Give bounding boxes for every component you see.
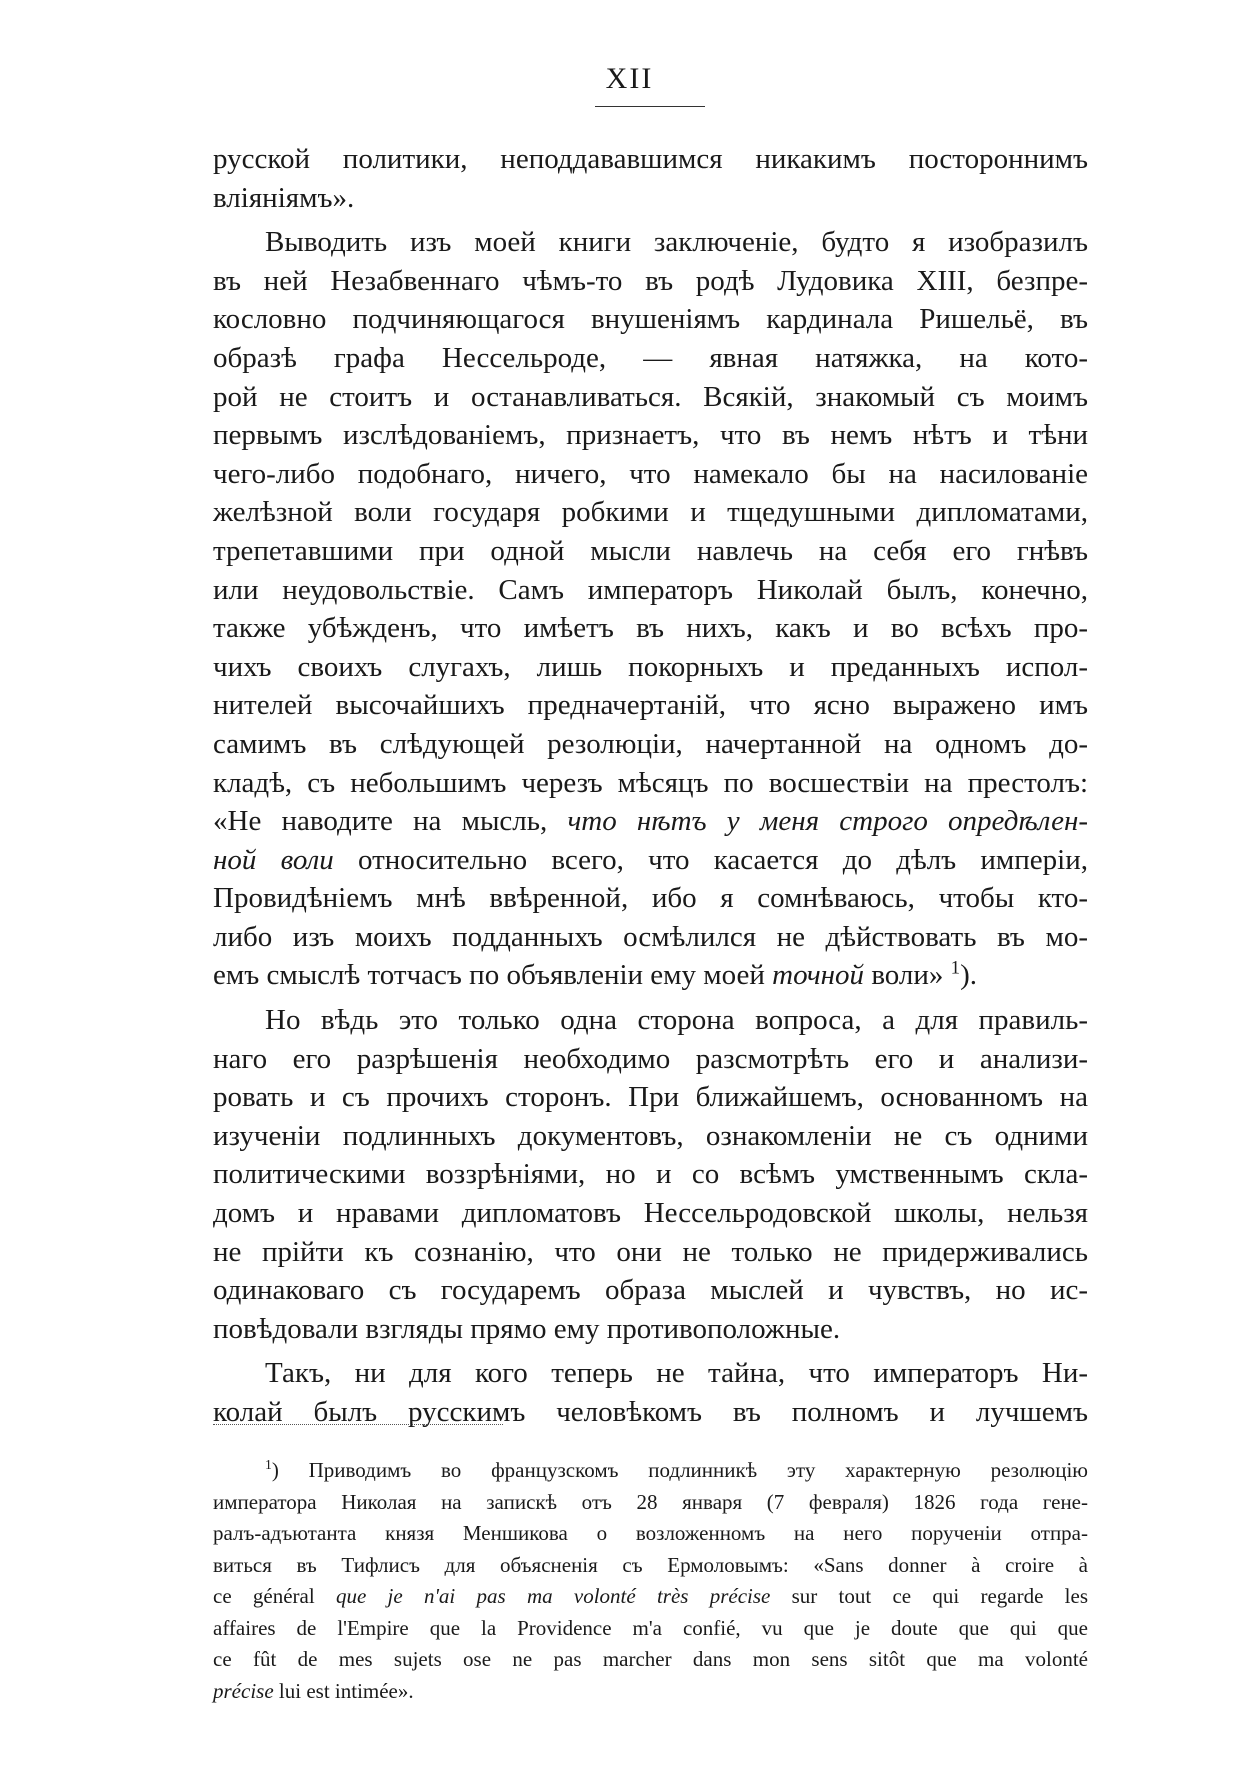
quote-line: Провидѣніемъ мнѣ ввѣренной, ибо я сомнѣваюсь, чтобы кто- bbox=[213, 882, 1088, 915]
main-text bbox=[213, 140, 1088, 1432]
quote-line: либо изъ моихъ подданныхъ осмѣлился не дѣйствовать въ мо- bbox=[213, 920, 1088, 953]
footnote-line bbox=[213, 1455, 1088, 1487]
text-line: рой не стоитъ и останавливаться. Всякій, знакомый съ моимъ bbox=[213, 380, 1088, 413]
text-line: наго его разрѣшенія необходимо разсмотрѣть его и анализи- bbox=[213, 1042, 1088, 1075]
text-line: кословно подчиняющагося внушеніямъ кардинала Ришельё, въ bbox=[213, 303, 1088, 336]
footnote-italic: que je n'ai pas ma volonté très précise bbox=[335, 1584, 771, 1608]
text-line: самимъ въ слѣдующей резолюціи, начертанной на одномъ до- bbox=[213, 727, 1088, 760]
footnote-text: sur tout ce qui regarde les bbox=[770, 1584, 1088, 1608]
footnote-text: ) Приводимъ во французскомъ подлинникѣ эту характерную резолюцію bbox=[271, 1458, 1088, 1482]
footnote bbox=[213, 1455, 1088, 1707]
text-line: или неудовольствіе. Самъ императоръ Николай былъ, конечно, bbox=[213, 573, 1088, 606]
text-line: политическими воззрѣніями, но и со всѣмъ умственнымъ скла- bbox=[213, 1158, 1088, 1191]
text-line: также убѣжденъ, что имѣетъ въ нихъ, какъ и во всѣхъ про- bbox=[213, 612, 1088, 645]
quote-text: ). bbox=[960, 959, 978, 992]
footnote-line: affaires de l'Empire que la Providence m'a confié, vu que je doute que qui que bbox=[213, 1615, 1088, 1640]
text-line: образѣ графа Нессельроде, — явная натяжка, на кото- bbox=[213, 341, 1088, 374]
text-line: желѣзной воли государя робкими и тщедушными дипломатами, bbox=[213, 496, 1088, 529]
text-line: русской политики, неподдававшимся никакимъ постороннимъ bbox=[213, 143, 1088, 175]
text-line: нителей высочайшихъ предначертаній, что ясно выражено имъ bbox=[213, 689, 1088, 722]
text-line: колай былъ русскимъ человѣкомъ въ полномъ и лучшемъ bbox=[213, 1396, 1088, 1428]
footnote-line bbox=[213, 1676, 1088, 1708]
text-line: повѣдовали взгляды прямо ему противоположные. bbox=[213, 1312, 841, 1345]
text-line: трепетавшими при одной мысли навлечь на себя его гнѣвъ bbox=[213, 534, 1088, 567]
text-line: одинаковаго съ государемъ образа мыслей и чувствъ, но ис- bbox=[213, 1274, 1088, 1307]
text-line: ровать и съ прочихъ сторонъ. При ближайшемъ, основанномъ на bbox=[213, 1081, 1088, 1114]
text-line: Но вѣдь это только одна сторона вопроса, а для правиль- bbox=[265, 1004, 1088, 1037]
quote-italic: ной воли bbox=[213, 843, 334, 876]
footnote-line: ce fût de mes sujets ose ne pas marcher dans mon sens sitôt que ma volonté bbox=[213, 1647, 1088, 1671]
quote-line bbox=[213, 841, 1088, 880]
quote-line bbox=[213, 802, 1088, 841]
text-line: кладѣ, съ небольшимъ черезъ мѣсяцъ по восшествіи на престолъ: bbox=[213, 766, 1088, 799]
text-line: первымъ изслѣдованіемъ, признаетъ, что въ немъ нѣтъ и тѣни bbox=[213, 419, 1088, 452]
quote-line bbox=[213, 956, 1088, 995]
quote-italic: точной bbox=[772, 959, 865, 992]
text-line: изученіи подлинныхъ документовъ, ознакомленіи не съ одними bbox=[213, 1119, 1088, 1152]
quote-italic: что нѣтъ у меня строго опредѣлен- bbox=[567, 805, 1088, 838]
text-line: домъ и нравами дипломатовъ Нессельродовской школы, нельзя bbox=[213, 1197, 1088, 1230]
footnote-reference: 1 bbox=[950, 957, 961, 979]
text-line: вліяніямъ». bbox=[213, 181, 355, 214]
footnote-line bbox=[213, 1581, 1088, 1613]
quote-text: относительно всего, что касается до дѣлъ имперіи, bbox=[333, 843, 1088, 876]
page-number-rule bbox=[595, 106, 705, 107]
text-line: въ ней Незабвеннаго чѣмъ-то въ родѣ Лудовика XIII, безпре- bbox=[213, 264, 1088, 297]
quote-text: воли» bbox=[864, 959, 951, 992]
footnote-line: ралъ-адъютанта князя Меншикова о возложенномъ на него порученіи отпра- bbox=[213, 1521, 1088, 1545]
text-line: чего-либо подобнаго, ничего, что намекало бы на насилованіе bbox=[213, 457, 1088, 490]
footnote-separator bbox=[213, 1424, 503, 1425]
page-number: XII bbox=[605, 62, 654, 95]
footnote-text: ce général bbox=[213, 1584, 336, 1608]
quote-text: «Не наводите на мысль, bbox=[213, 805, 568, 838]
footnote-marker: 1 bbox=[265, 1457, 272, 1472]
footnote-italic: précise bbox=[213, 1678, 274, 1703]
text-line: не прійти къ сознанію, что они не только не придерживались bbox=[213, 1235, 1088, 1268]
text-line: чихъ своихъ слугахъ, лишь покорныхъ и преданныхъ испол- bbox=[213, 650, 1088, 683]
text-line: Такъ, ни для кого теперь не тайна, что императоръ Ни- bbox=[265, 1357, 1088, 1390]
footnote-text: lui est intimée». bbox=[273, 1678, 414, 1703]
text-line: Выводить изъ моей книги заключеніе, будто я изобразилъ bbox=[265, 226, 1088, 259]
quote-text: емъ смыслѣ тотчасъ по объявленіи ему моей bbox=[213, 959, 773, 992]
footnote-line: виться въ Тифлисъ для объясненія съ Ермоловымъ: «Sans donner à croire à bbox=[213, 1552, 1088, 1577]
footnote-line: императора Николая на запискѣ отъ 28 января (7 февраля) 1826 года гене- bbox=[213, 1489, 1088, 1514]
